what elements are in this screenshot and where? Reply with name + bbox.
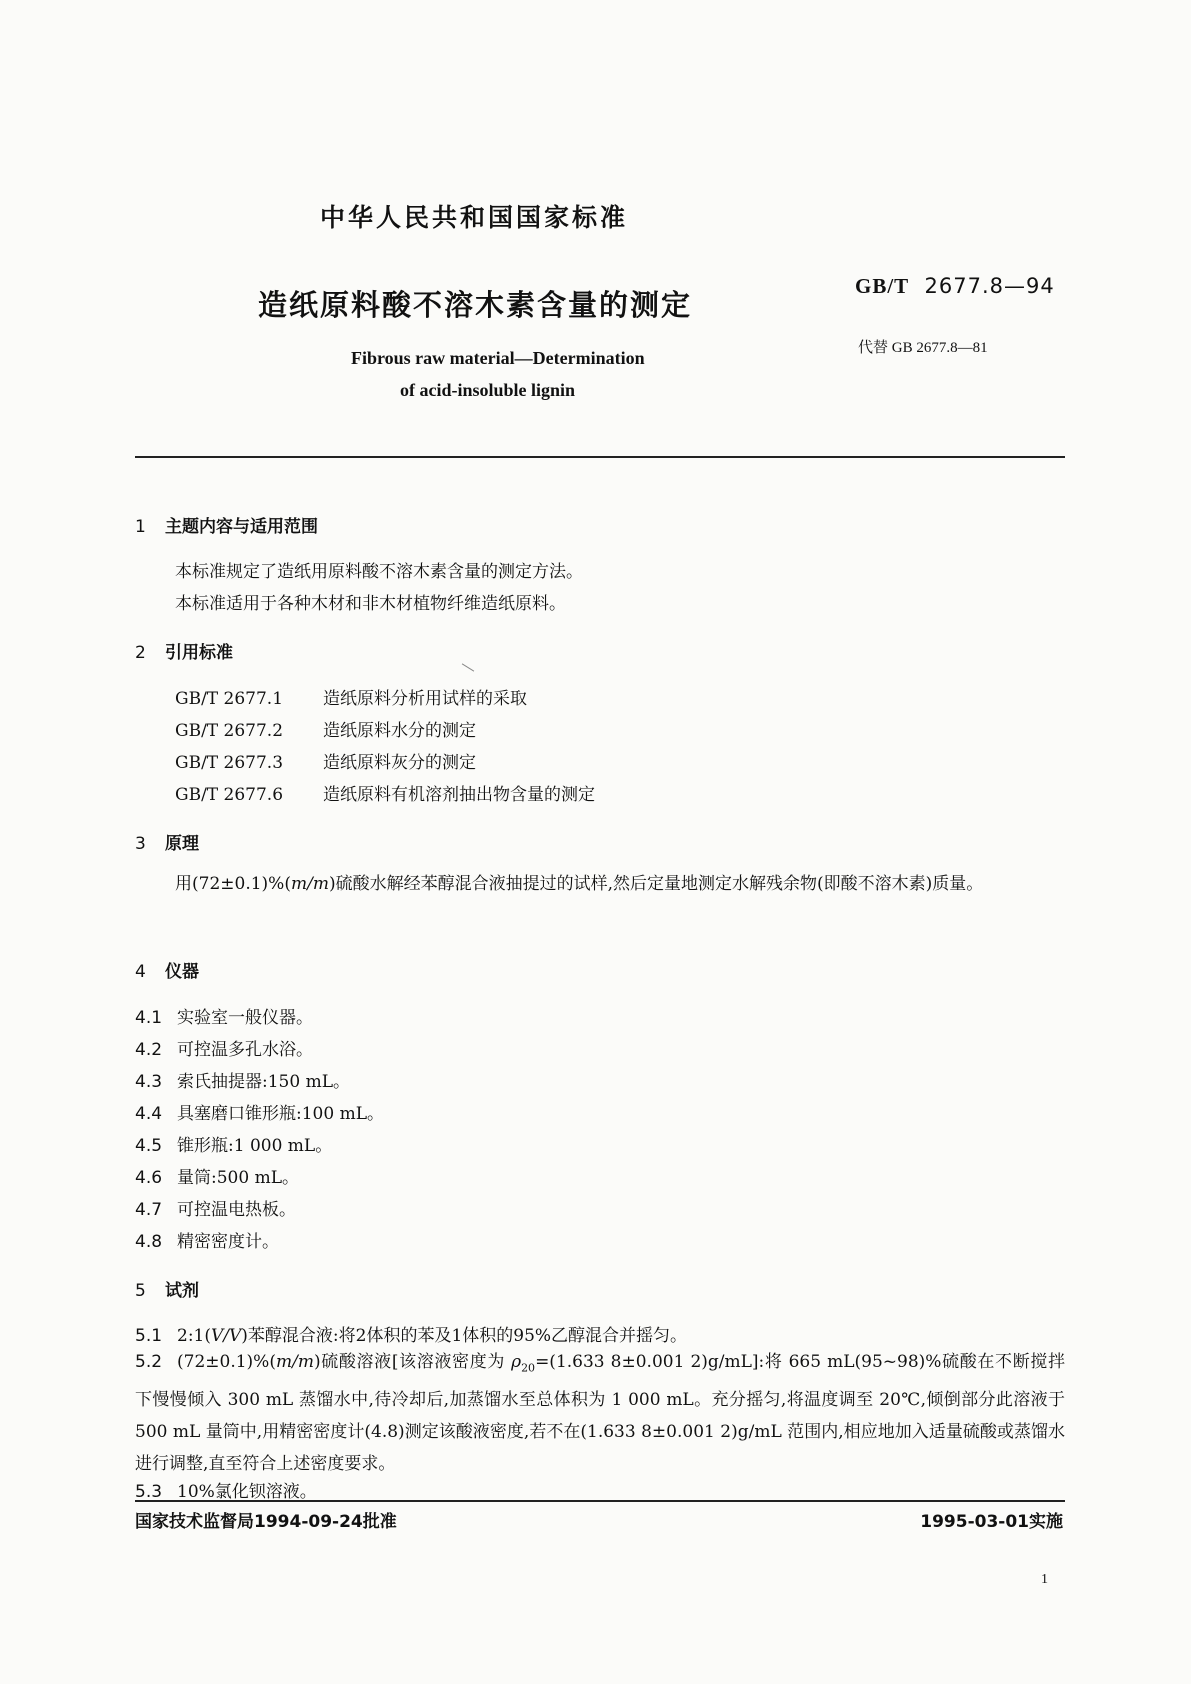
- text-run: 用(72±0.1)%(: [175, 874, 291, 894]
- text-run-italic: m/m: [290, 874, 329, 894]
- standard-prefix: GB/T: [855, 274, 910, 298]
- section-number: 2: [135, 643, 146, 663]
- standard-code: 2677.8—94: [924, 274, 1055, 298]
- item-text: 实验室一般仪器。: [177, 1008, 313, 1028]
- reference-item: [175, 748, 476, 773]
- standard-number: [855, 274, 1055, 299]
- item-number: 4.5: [135, 1136, 163, 1156]
- section-3-heading: [135, 829, 199, 854]
- item-number: 5.3: [135, 1482, 163, 1502]
- document-title-en-line2: of acid-insoluble lignin: [400, 380, 576, 400]
- rho-symbol: ρ: [511, 1352, 522, 1372]
- document-title-cn: 造纸原料酸不溶木素含量的测定: [258, 288, 693, 322]
- section-number: 1: [135, 517, 146, 537]
- item-text: 可控温电热板。: [177, 1200, 296, 1220]
- rho-subscript: 20: [521, 1361, 536, 1375]
- item-text: 量筒:500 mL。: [177, 1168, 299, 1188]
- header-divider: [135, 456, 1065, 458]
- item-text: 精密密度计。: [177, 1232, 279, 1252]
- section-title: 试剂: [165, 1281, 199, 1301]
- footer-divider: [135, 1500, 1065, 1502]
- section-number: 4: [135, 962, 146, 982]
- section-1-heading: [135, 512, 318, 537]
- scan-mark: [462, 663, 474, 671]
- reagent-item: [135, 1346, 1065, 1480]
- document-title-en-line1: Fibrous raw material—Determination: [351, 348, 645, 368]
- text-run: )硫酸溶液[该溶液密度为: [313, 1352, 512, 1372]
- section-2-heading: [135, 638, 233, 663]
- section-title: 仪器: [165, 962, 199, 982]
- item-text: 可控温多孔水浴。: [177, 1040, 313, 1060]
- item-text: 10%氯化钡溶液。: [177, 1482, 317, 1502]
- reference-title: 造纸原料灰分的测定: [323, 753, 476, 773]
- text-run-italic: V/V: [211, 1326, 242, 1346]
- approval-note: 国家技术监督局1994-09-24批准: [135, 1512, 397, 1532]
- section-4-heading: [135, 957, 199, 982]
- text-run-italic: m/m: [275, 1352, 314, 1372]
- reference-code: GB/T 2677.2: [175, 721, 284, 741]
- item-number: 5.1: [135, 1326, 163, 1346]
- item-number: 4.3: [135, 1072, 163, 1092]
- section-5-heading: [135, 1276, 199, 1301]
- item-number: 5.2: [135, 1352, 163, 1372]
- reference-code: GB/T 2677.3: [175, 753, 284, 773]
- text-run: )苯醇混合液:将2体积的苯及1体积的95%乙醇混合并摇匀。: [241, 1326, 688, 1346]
- reference-code: GB/T 2677.6: [175, 785, 284, 805]
- reference-title: 造纸原料分析用试样的采取: [323, 689, 527, 709]
- section-number: 5: [135, 1281, 146, 1301]
- section-1-paragraph-1: 本标准规定了造纸用原料酸不溶木素含量的测定方法。: [175, 562, 583, 582]
- item-number: 4.7: [135, 1200, 163, 1220]
- text-run: (72±0.1)%(: [177, 1352, 276, 1372]
- apparatus-item: [135, 1035, 313, 1060]
- apparatus-item: [135, 1131, 332, 1156]
- item-number: 4.1: [135, 1008, 163, 1028]
- reference-item: [175, 684, 527, 709]
- section-title: 引用标准: [165, 643, 233, 663]
- apparatus-item: [135, 1099, 384, 1124]
- reference-item: [175, 716, 476, 741]
- item-text: 具塞磨口锥形瓶:100 mL。: [177, 1104, 384, 1124]
- item-text: 锥形瓶:1 000 mL。: [177, 1136, 333, 1156]
- text-run: )硫酸水解经苯醇混合液抽提过的试样,然后定量地测定水解残余物(即酸不溶木素)质量。: [328, 874, 984, 894]
- apparatus-item: [135, 1003, 313, 1028]
- section-number: 3: [135, 834, 146, 854]
- national-standard-heading: 中华人民共和国国家标准: [320, 203, 629, 232]
- item-number: 4.4: [135, 1104, 163, 1124]
- section-title: 主题内容与适用范围: [165, 517, 318, 537]
- apparatus-item: [135, 1163, 299, 1188]
- item-number: 4.2: [135, 1040, 163, 1060]
- reference-title: 造纸原料水分的测定: [323, 721, 476, 741]
- apparatus-item: [135, 1227, 279, 1252]
- effective-date: 1995-03-01实施: [920, 1512, 1063, 1532]
- text-run: =(1.633 8±0.001 2)g/mL]:将 665 mL(95~98)%硫酸在不断搅拌下慢慢倾入 300 mL 蒸馏水中,待冷却后,加蒸馏水至总体积为 1 000 mL。充分摇匀,将温度调至 20℃,倾倒部分此溶液于 500 mL 量筒中,用精密密度计(4.8)测定该酸液密度,若不在(1.633 8±0.001 2)g/mL 范围内,相应地加入适量硫酸或蒸馏水进行调整,直至符合上述密度要求。: [135, 1352, 1066, 1475]
- text-run: 2:1(: [177, 1326, 211, 1346]
- reagent-item: [135, 1321, 687, 1346]
- reagent-item: [135, 1477, 317, 1502]
- reference-item: [175, 780, 595, 805]
- section-title: 原理: [165, 834, 199, 854]
- reference-title: 造纸原料有机溶剂抽出物含量的测定: [323, 785, 595, 805]
- section-1-paragraph-2: 本标准适用于各种木材和非木材植物纤维造纸原料。: [175, 594, 566, 614]
- item-number: 4.6: [135, 1168, 163, 1188]
- apparatus-item: [135, 1067, 350, 1092]
- item-number: 4.8: [135, 1232, 163, 1252]
- replaces-note: 代替 GB 2677.8—81: [858, 340, 988, 356]
- item-text: 索氏抽提器:150 mL。: [177, 1072, 350, 1092]
- apparatus-item: [135, 1195, 296, 1220]
- reference-code: GB/T 2677.1: [175, 689, 284, 709]
- page-number: 1: [1041, 1572, 1048, 1587]
- section-3-paragraph: [135, 868, 1065, 900]
